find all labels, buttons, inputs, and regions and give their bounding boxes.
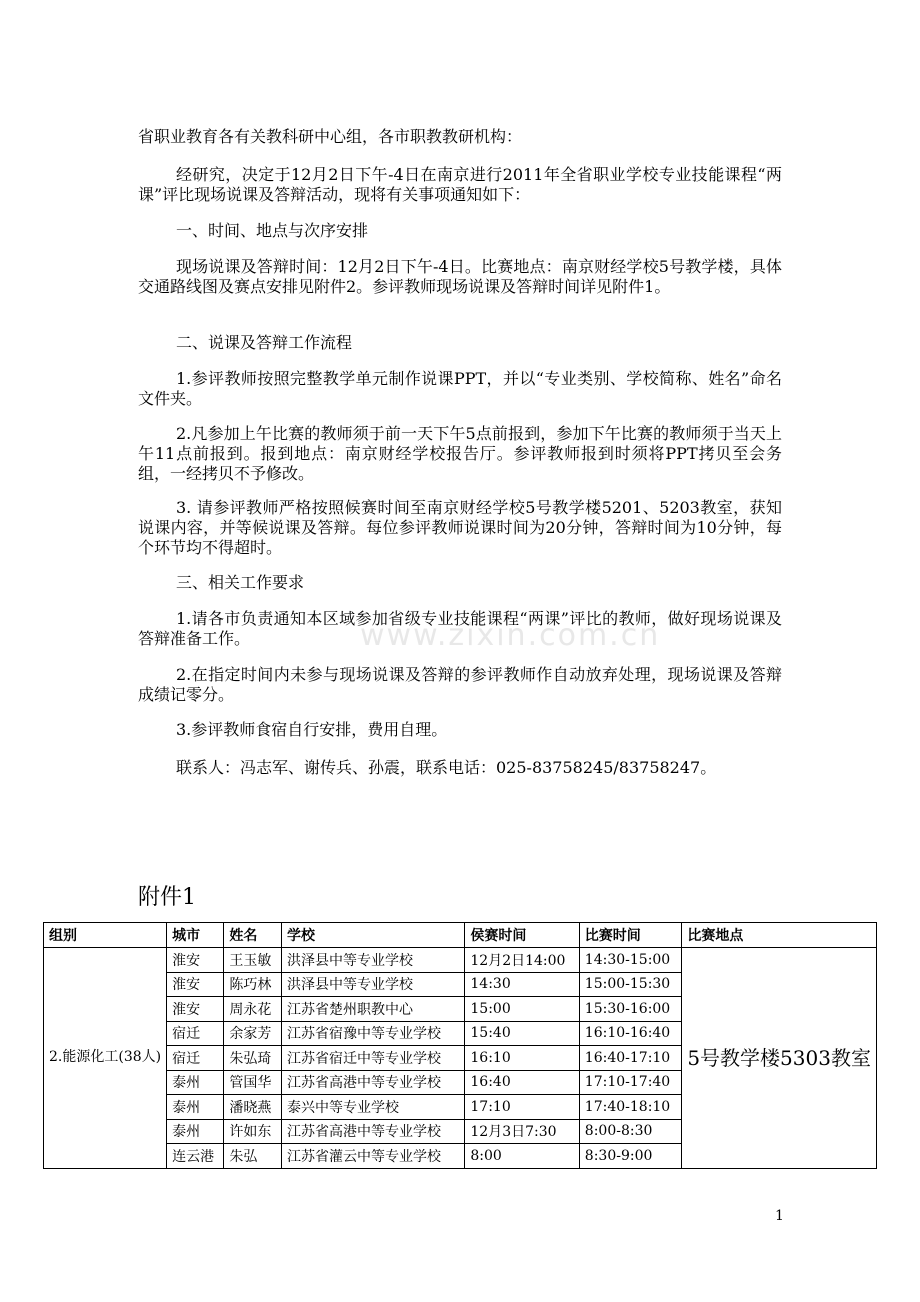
section-3-item-1: 1.请各市负责通知本区域参加省级专业技能课程“两课”评比的教师，做好现场说课及答辩准备工作。 — [138, 609, 782, 648]
cell-wait-time: 12月2日14:00 — [465, 948, 579, 973]
cell-wait-time: 15:00 — [465, 997, 579, 1022]
cell-name: 周永花 — [224, 997, 282, 1022]
cell-city: 宿迁 — [167, 1046, 224, 1071]
cell-school: 江苏省宿迁中等专业学校 — [281, 1046, 464, 1071]
section-1-title: 一、时间、地点与次序安排 — [176, 221, 369, 240]
cell-name: 朱弘琦 — [224, 1046, 282, 1071]
header-group: 组别 — [44, 923, 167, 948]
cell-school: 江苏省楚州职教中心 — [281, 997, 464, 1022]
cell-school: 泰兴中等专业学校 — [281, 1095, 464, 1120]
cell-match-time: 8:30-9:00 — [579, 1144, 682, 1169]
cell-city: 淮安 — [167, 997, 224, 1022]
watermark: www.zixin.com.cn — [360, 618, 661, 653]
cell-match-time: 17:10-17:40 — [579, 1070, 682, 1095]
cell-match-time: 17:40-18:10 — [579, 1095, 682, 1120]
cell-school: 洪泽县中等专业学校 — [281, 948, 464, 973]
section-3-item-3: 3.参评教师食宿自行安排，费用自理。 — [176, 720, 448, 739]
salutation: 省职业教育各有关教科研中心组，各市职教教研机构： — [138, 127, 523, 146]
table-row — [44, 948, 877, 973]
section-2-item-1: 1.参评教师按照完整教学单元制作说课PPT，并以“专业类别、学校简称、姓名”命名文件夹。 — [138, 369, 782, 408]
cell-name: 潘晓燕 — [224, 1095, 282, 1120]
header-venue: 比赛地点 — [682, 923, 877, 948]
annex-title: 附件1 — [138, 885, 196, 910]
cell-name: 管国华 — [224, 1070, 282, 1095]
cell-name: 许如东 — [224, 1119, 282, 1144]
cell-name: 陈巧林 — [224, 972, 282, 997]
intro-paragraph: 经研究，决定于12月2日下午-4日在南京进行2011年全省职业学校专业技能课程“两课”评比现场说课及答辩活动，现将有关事项通知如下： — [138, 165, 782, 204]
table-header-row — [44, 923, 877, 948]
cell-city: 淮安 — [167, 948, 224, 973]
cell-school: 洪泽县中等专业学校 — [281, 972, 464, 997]
schedule-table — [43, 922, 877, 1169]
cell-match-time: 15:30-16:00 — [579, 997, 682, 1022]
group-cell: 2.能源化工(38人) — [44, 948, 167, 1169]
cell-match-time: 16:10-16:40 — [579, 1021, 682, 1046]
cell-city: 连云港 — [167, 1144, 224, 1169]
header-match-time: 比赛时间 — [579, 923, 682, 948]
cell-school: 江苏省灌云中等专业学校 — [281, 1144, 464, 1169]
contact-line: 联系人：冯志军、谢传兵、孙震，联系电话：025-83758245/83758247。 — [176, 758, 717, 777]
cell-wait-time: 16:10 — [465, 1046, 579, 1071]
header-school: 学校 — [281, 923, 464, 948]
section-2-title: 二、说课及答辩工作流程 — [176, 333, 353, 352]
cell-school: 江苏省宿豫中等专业学校 — [281, 1021, 464, 1046]
section-3-item-2: 2.在指定时间内未参与现场说课及答辩的参评教师作自动放弃处理，现场说课及答辩成绩记零分。 — [138, 665, 782, 704]
cell-city: 泰州 — [167, 1070, 224, 1095]
cell-city: 宿迁 — [167, 1021, 224, 1046]
cell-name: 朱弘 — [224, 1144, 282, 1169]
cell-match-time: 16:40-17:10 — [579, 1046, 682, 1071]
cell-city: 淮安 — [167, 972, 224, 997]
header-city: 城市 — [167, 923, 224, 948]
cell-wait-time: 14:30 — [465, 972, 579, 997]
cell-city: 泰州 — [167, 1095, 224, 1120]
cell-wait-time: 12月3日7:30 — [465, 1119, 579, 1144]
cell-name: 余家芳 — [224, 1021, 282, 1046]
cell-school: 江苏省高港中等专业学校 — [281, 1070, 464, 1095]
header-wait-time: 侯赛时间 — [465, 923, 579, 948]
cell-wait-time: 8:00 — [465, 1144, 579, 1169]
cell-wait-time: 17:10 — [465, 1095, 579, 1120]
venue-cell: 5号教学楼5303教室 — [682, 948, 877, 1169]
section-1-text: 现场说课及答辩时间：12月2日下午-4日。比赛地点：南京财经学校5号教学楼，具体交通路线图及赛点安排见附件2。参评教师现场说课及答辩时间详见附件1。 — [138, 257, 782, 296]
cell-wait-time: 15:40 — [465, 1021, 579, 1046]
cell-match-time: 8:00-8:30 — [579, 1119, 682, 1144]
cell-city: 泰州 — [167, 1119, 224, 1144]
cell-match-time: 14:30-15:00 — [579, 948, 682, 973]
cell-school: 江苏省高港中等专业学校 — [281, 1119, 464, 1144]
cell-wait-time: 16:40 — [465, 1070, 579, 1095]
page-number: 1 — [775, 1208, 784, 1224]
header-name: 姓名 — [224, 923, 282, 948]
cell-name: 王玉敏 — [224, 948, 282, 973]
cell-match-time: 15:00-15:30 — [579, 972, 682, 997]
section-2-item-2: 2.凡参加上午比赛的教师须于前一天下午5点前报到，参加下午比赛的教师须于当天上午11点前报到。报到地点：南京财经学校报告厅。参评教师报到时须将PPT拷贝至会务组，一经拷贝不予修改。 — [138, 424, 782, 483]
section-3-title: 三、相关工作要求 — [176, 573, 305, 592]
section-2-item-3: 3. 请参评教师严格按照候赛时间至南京财经学校5号教学楼5201、5203教室，获知说课内容，并等候说课及答辩。每位参评教师说课时间为20分钟，答辩时间为10分钟，每个环节均不得超时。 — [138, 498, 782, 557]
